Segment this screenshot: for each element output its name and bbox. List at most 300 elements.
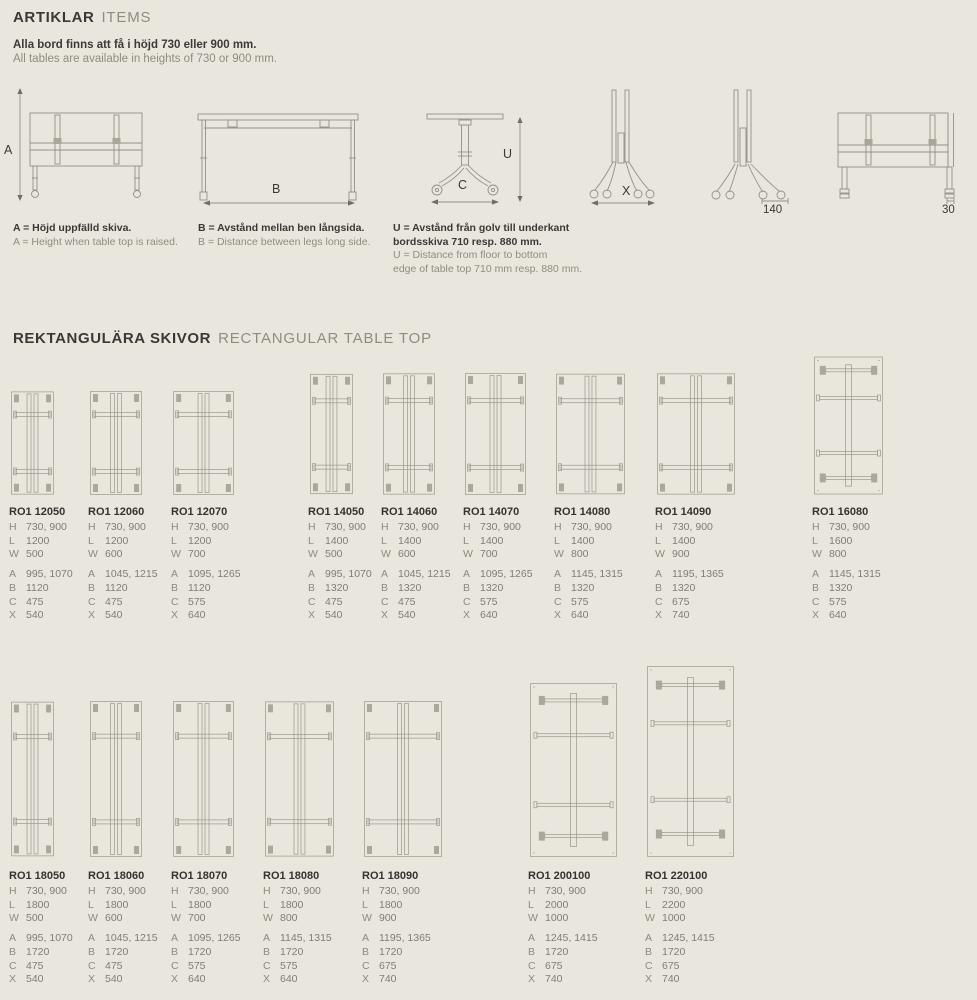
spec-row-x <box>88 973 158 987</box>
spec-value-x: 640 <box>571 609 589 622</box>
spec-label-w: W <box>362 912 372 925</box>
spec-value-a: 1245, 1415 <box>662 932 715 945</box>
spec-row-a <box>171 932 241 946</box>
tabletop-diagram <box>265 701 334 857</box>
tabletop-diagram <box>11 391 54 495</box>
product-code: RO1 12060 <box>88 506 145 518</box>
spec-value-w: 700 <box>188 912 206 925</box>
spec-row-a <box>308 568 372 582</box>
spec-row-w <box>308 548 372 562</box>
spec-value-w: 1000 <box>662 912 686 925</box>
spec-row-x <box>528 973 598 987</box>
spec-label-c: C <box>171 595 179 608</box>
product-code: RO1 14090 <box>655 506 712 518</box>
tabletop-diagram <box>556 373 625 495</box>
spec-value-w: 800 <box>829 548 847 561</box>
spec-row-w <box>88 912 158 926</box>
spec-label-l: L <box>554 534 560 547</box>
spec-label-a: A <box>645 932 653 945</box>
spec-row-h <box>171 885 241 899</box>
spec-value-h: 730, 900 <box>188 521 229 533</box>
spec-value-a: 1145, 1315 <box>280 932 332 945</box>
spec-row-c <box>88 960 158 974</box>
spec-row-x <box>263 973 332 987</box>
legend-text-en: A = Height when table top is raised. <box>13 235 178 248</box>
dim-label-u: U <box>503 147 513 161</box>
product-column <box>645 869 715 987</box>
spec-row-h <box>88 521 158 535</box>
legend-item <box>198 222 370 249</box>
spec-label-b: B <box>308 581 316 594</box>
legend-item <box>393 222 582 276</box>
spec-label-x: X <box>655 609 663 622</box>
tabletop-diagram <box>173 391 234 495</box>
spec-label-l: L <box>308 534 314 547</box>
spec-label-w: W <box>554 548 564 561</box>
spec-label-l: L <box>381 534 387 547</box>
spec-row-l <box>528 899 598 913</box>
spec-label-a: A <box>528 932 536 945</box>
product-column <box>362 869 431 987</box>
section-title-en: RECTANGULAR TABLE TOP <box>218 330 432 347</box>
spec-label-h: H <box>9 885 17 897</box>
spec-value-w: 900 <box>379 912 397 925</box>
spec-label-b: B <box>528 945 536 958</box>
spec-row-a <box>88 932 158 946</box>
spec-label-x: X <box>812 609 820 622</box>
spec-value-a: 995, 1070 <box>26 568 73 581</box>
spec-label-b: B <box>88 581 96 594</box>
spec-label-x: X <box>362 973 370 986</box>
tabletop-diagram <box>657 373 735 495</box>
spec-row-l <box>171 899 241 913</box>
spec-value-x: 640 <box>188 973 206 986</box>
spec-row-a <box>528 932 598 946</box>
spec-label-a: A <box>88 568 96 581</box>
spec-value-w: 1000 <box>545 912 569 925</box>
spec-label-h: H <box>528 885 536 897</box>
product-column <box>88 869 158 987</box>
spec-row-b <box>88 946 158 960</box>
spec-row-c <box>645 960 715 974</box>
spec-row-b <box>9 946 73 960</box>
spec-value-l: 1800 <box>280 898 304 911</box>
spec-label-l: L <box>812 534 818 547</box>
spec-value-a: 1145, 1315 <box>571 568 623 581</box>
spec-row-a <box>171 568 241 582</box>
spec-row-b <box>645 946 715 960</box>
spec-label-c: C <box>171 959 179 972</box>
spec-value-h: 730, 900 <box>105 521 146 533</box>
legend-text-en: B = Distance between legs long side. <box>198 235 371 248</box>
tabletop-diagram <box>647 666 734 857</box>
product-column <box>171 505 241 623</box>
spec-label-a: A <box>381 568 389 581</box>
spec-value-a: 1095, 1265 <box>188 932 241 945</box>
spec-value-x: 640 <box>188 609 206 622</box>
spec-row-l <box>655 535 724 549</box>
spec-value-w: 800 <box>571 548 589 561</box>
spec-value-w: 600 <box>398 548 416 561</box>
spec-label-a: A <box>88 932 96 945</box>
spec-label-l: L <box>645 898 651 911</box>
page-title-en: ITEMS <box>101 9 152 26</box>
spec-row-a <box>645 932 715 946</box>
spec-label-x: X <box>381 609 389 622</box>
spec-label-b: B <box>263 945 271 958</box>
spec-row-h <box>645 885 715 899</box>
spec-label-a: A <box>655 568 663 581</box>
legend-text-sv: A = Höjd uppfälld skiva. <box>13 222 132 234</box>
spec-row-b <box>655 582 724 596</box>
tabletop-diagram <box>11 701 54 857</box>
spec-label-w: W <box>655 548 665 561</box>
spec-value-c: 575 <box>188 959 206 972</box>
spec-row-a <box>463 568 533 582</box>
spec-row-l <box>381 535 451 549</box>
spec-row-c <box>528 960 598 974</box>
spec-value-a: 1045, 1215 <box>398 568 451 581</box>
spec-value-a: 995, 1070 <box>26 932 73 945</box>
spec-label-w: W <box>171 912 181 925</box>
spec-row-w <box>9 912 73 926</box>
spec-value-c: 575 <box>829 595 847 608</box>
spec-row-w <box>381 548 451 562</box>
spec-label-b: B <box>362 945 370 958</box>
spec-label-w: W <box>263 912 273 925</box>
spec-value-c: 575 <box>188 595 206 608</box>
spec-value-h: 730, 900 <box>325 521 366 533</box>
spec-row-x <box>171 973 241 987</box>
spec-row-h <box>554 521 623 535</box>
spec-row-x <box>9 973 73 987</box>
spec-label-x: X <box>171 973 179 986</box>
dim-label-30: 30 <box>942 204 955 216</box>
spec-label-x: X <box>645 973 653 986</box>
spec-label-w: W <box>381 548 391 561</box>
spec-row-x <box>9 609 73 623</box>
spec-value-b: 1320 <box>398 581 422 594</box>
spec-value-l: 1400 <box>672 534 696 547</box>
spec-value-l: 1800 <box>188 898 212 911</box>
spec-row-x <box>645 973 715 987</box>
spec-label-x: X <box>9 609 17 622</box>
spec-value-a: 1195, 1365 <box>379 932 431 945</box>
spec-label-w: W <box>812 548 822 561</box>
spec-label-c: C <box>9 595 17 608</box>
spec-row-x <box>171 609 241 623</box>
spec-value-l: 1800 <box>26 898 50 911</box>
tabletop-diagram <box>310 373 353 495</box>
spec-value-c: 575 <box>571 595 589 608</box>
spec-label-x: X <box>88 609 96 622</box>
spec-value-c: 475 <box>398 595 416 608</box>
spec-row-h <box>308 521 372 535</box>
spec-row-c <box>171 960 241 974</box>
spec-row-c <box>9 596 73 610</box>
spec-row-x <box>655 609 724 623</box>
intro-text-sv: Alla bord finns att få i höjd 730 eller 900 mm. <box>13 39 257 51</box>
spec-value-x: 540 <box>26 973 44 986</box>
spec-value-x: 640 <box>829 609 847 622</box>
spec-value-x: 740 <box>672 609 690 622</box>
legend-text-sv: U = Avstånd från golv till underkant <box>393 222 570 234</box>
product-code: RO1 16080 <box>812 506 869 518</box>
dim-label-b: B <box>272 182 281 196</box>
spec-value-b: 1720 <box>26 945 50 958</box>
spec-row-w <box>645 912 715 926</box>
spec-label-a: A <box>171 932 179 945</box>
spec-row-c <box>88 596 158 610</box>
spec-label-c: C <box>308 595 316 608</box>
spec-value-h: 730, 900 <box>280 885 321 897</box>
spec-value-b: 1320 <box>672 581 696 594</box>
spec-label-l: L <box>528 898 534 911</box>
spec-row-w <box>528 912 598 926</box>
product-code: RO1 14060 <box>381 506 438 518</box>
product-column <box>812 505 881 623</box>
spec-row-x <box>362 973 431 987</box>
spec-row-b <box>9 582 73 596</box>
spec-row-b <box>88 582 158 596</box>
spec-label-a: A <box>9 932 17 945</box>
spec-label-a: A <box>463 568 471 581</box>
spec-row-h <box>9 521 73 535</box>
spec-row-w <box>9 548 73 562</box>
spec-row-l <box>308 535 372 549</box>
spec-label-h: H <box>171 885 179 897</box>
spec-label-l: L <box>362 898 368 911</box>
spec-value-c: 675 <box>379 959 397 972</box>
spec-row-w <box>812 548 881 562</box>
product-code: RO1 18090 <box>362 870 419 882</box>
spec-value-a: 1245, 1415 <box>545 932 598 945</box>
legend-text-en: edge of table top 710 mm resp. 880 mm. <box>393 262 583 275</box>
spec-row-l <box>263 899 332 913</box>
spec-label-x: X <box>9 973 17 986</box>
spec-value-b: 1120 <box>105 581 128 594</box>
spec-row-h <box>88 885 158 899</box>
product-column <box>381 505 451 623</box>
spec-label-x: X <box>528 973 536 986</box>
spec-value-h: 730, 900 <box>26 521 67 533</box>
spec-label-x: X <box>88 973 96 986</box>
spec-row-l <box>88 899 158 913</box>
spec-label-a: A <box>812 568 820 581</box>
spec-row-h <box>171 521 241 535</box>
spec-row-c <box>381 596 451 610</box>
spec-label-b: B <box>812 581 820 594</box>
spec-label-c: C <box>362 959 370 972</box>
spec-value-w: 500 <box>325 548 343 561</box>
dim-label-x: X <box>622 184 631 198</box>
spec-row-x <box>463 609 533 623</box>
spec-label-w: W <box>88 912 98 925</box>
spec-row-h <box>655 521 724 535</box>
spec-value-b: 1720 <box>105 945 129 958</box>
product-code: RO1 14070 <box>463 506 520 518</box>
spec-label-a: A <box>171 568 179 581</box>
spec-row-b <box>381 582 451 596</box>
spec-value-w: 600 <box>105 548 123 561</box>
spec-label-h: H <box>554 521 562 533</box>
product-code: RO1 18060 <box>88 870 145 882</box>
spec-label-h: H <box>9 521 17 533</box>
spec-row-a <box>554 568 623 582</box>
spec-label-c: C <box>528 959 536 972</box>
spec-row-w <box>655 548 724 562</box>
product-column <box>463 505 533 623</box>
dim-label-a: A <box>4 143 13 157</box>
spec-value-l: 1800 <box>105 898 129 911</box>
spec-label-b: B <box>655 581 663 594</box>
spec-value-c: 675 <box>662 959 680 972</box>
spec-row-x <box>812 609 881 623</box>
spec-label-l: L <box>88 898 94 911</box>
product-column <box>171 869 241 987</box>
spec-label-c: C <box>463 595 471 608</box>
spec-label-l: L <box>9 898 15 911</box>
spec-value-a: 995, 1070 <box>325 568 372 581</box>
spec-row-l <box>812 535 881 549</box>
spec-row-w <box>263 912 332 926</box>
spec-value-h: 730, 900 <box>672 521 713 533</box>
product-code: RO1 18070 <box>171 870 228 882</box>
spec-value-c: 675 <box>545 959 563 972</box>
spec-value-b: 1720 <box>188 945 212 958</box>
spec-label-a: A <box>308 568 316 581</box>
spec-value-l: 1200 <box>105 534 129 547</box>
spec-row-l <box>362 899 431 913</box>
product-column <box>655 505 724 623</box>
spec-label-b: B <box>554 581 562 594</box>
tabletop-diagram <box>465 373 526 495</box>
spec-value-x: 540 <box>105 973 123 986</box>
spec-label-b: B <box>463 581 471 594</box>
spec-row-x <box>381 609 451 623</box>
spec-label-w: W <box>308 548 318 561</box>
spec-label-c: C <box>554 595 562 608</box>
spec-value-c: 575 <box>280 959 298 972</box>
spec-value-l: 2200 <box>662 898 686 911</box>
diagram-thickness-30 <box>838 113 954 204</box>
spec-value-x: 540 <box>26 609 44 622</box>
spec-value-b: 1720 <box>662 945 686 958</box>
spec-row-b <box>812 582 881 596</box>
spec-row-x <box>554 609 623 623</box>
spec-value-b: 1320 <box>325 581 349 594</box>
spec-row-a <box>263 932 332 946</box>
spec-value-w: 900 <box>672 548 690 561</box>
spec-value-h: 730, 900 <box>105 885 146 897</box>
spec-label-a: A <box>554 568 562 581</box>
spec-value-c: 475 <box>105 595 123 608</box>
spec-label-a: A <box>362 932 370 945</box>
spec-value-h: 730, 900 <box>571 521 612 533</box>
dim-label-140: 140 <box>763 204 783 216</box>
spec-value-a: 1095, 1265 <box>188 568 241 581</box>
tabletop-diagram <box>530 683 617 857</box>
spec-row-b <box>554 582 623 596</box>
spec-value-a: 1045, 1215 <box>105 568 158 581</box>
spec-row-b <box>263 946 332 960</box>
product-column <box>263 869 332 987</box>
dim-label-c: C <box>458 178 468 192</box>
spec-row-c <box>655 596 724 610</box>
spec-label-l: L <box>263 898 269 911</box>
spec-value-h: 730, 900 <box>480 521 521 533</box>
spec-row-b <box>528 946 598 960</box>
spec-label-h: H <box>308 521 316 533</box>
spec-label-w: W <box>645 912 655 925</box>
spec-label-h: H <box>88 521 96 533</box>
spec-label-l: L <box>9 534 15 547</box>
spec-label-h: H <box>171 521 179 533</box>
spec-value-c: 475 <box>26 959 44 972</box>
tabletop-diagram <box>383 373 435 495</box>
spec-value-a: 1045, 1215 <box>105 932 158 945</box>
spec-label-h: H <box>263 885 271 897</box>
spec-row-l <box>9 535 73 549</box>
spec-row-c <box>171 596 241 610</box>
spec-row-l <box>171 535 241 549</box>
spec-row-h <box>362 885 431 899</box>
spec-row-a <box>9 568 73 582</box>
spec-value-b: 1720 <box>379 945 403 958</box>
spec-value-x: 540 <box>398 609 416 622</box>
product-column <box>308 505 372 623</box>
spec-value-x: 640 <box>480 609 498 622</box>
spec-row-l <box>554 535 623 549</box>
spec-value-x: 640 <box>280 973 298 986</box>
spec-value-l: 1800 <box>379 898 403 911</box>
spec-value-h: 730, 900 <box>398 521 439 533</box>
spec-value-b: 1120 <box>26 581 49 594</box>
spec-row-h <box>528 885 598 899</box>
spec-value-c: 675 <box>672 595 690 608</box>
spec-label-l: L <box>88 534 94 547</box>
spec-value-w: 800 <box>280 912 298 925</box>
spec-label-x: X <box>463 609 471 622</box>
spec-row-w <box>88 548 158 562</box>
product-column <box>88 505 158 623</box>
spec-label-b: B <box>9 581 17 594</box>
spec-value-x: 540 <box>105 609 123 622</box>
spec-label-b: B <box>645 945 653 958</box>
spec-label-l: L <box>463 534 469 547</box>
diagram-height-a <box>17 88 142 201</box>
spec-value-x: 540 <box>325 609 343 622</box>
spec-row-c <box>362 960 431 974</box>
spec-value-x: 740 <box>379 973 397 986</box>
spec-row-c <box>263 960 332 974</box>
tabletop-diagram <box>90 391 142 495</box>
diagram-nesting-140 <box>712 90 788 204</box>
spec-label-w: W <box>528 912 538 925</box>
spec-value-l: 1400 <box>325 534 349 547</box>
spec-row-h <box>263 885 332 899</box>
spec-value-l: 1200 <box>188 534 212 547</box>
spec-value-b: 1720 <box>545 945 569 958</box>
spec-row-a <box>381 568 451 582</box>
spec-row-w <box>171 548 241 562</box>
product-code: RO1 18050 <box>9 870 66 882</box>
spec-value-c: 475 <box>105 959 123 972</box>
product-code: RO1 14050 <box>308 506 365 518</box>
spec-label-h: H <box>88 885 96 897</box>
spec-label-h: H <box>381 521 389 533</box>
spec-row-l <box>9 899 73 913</box>
